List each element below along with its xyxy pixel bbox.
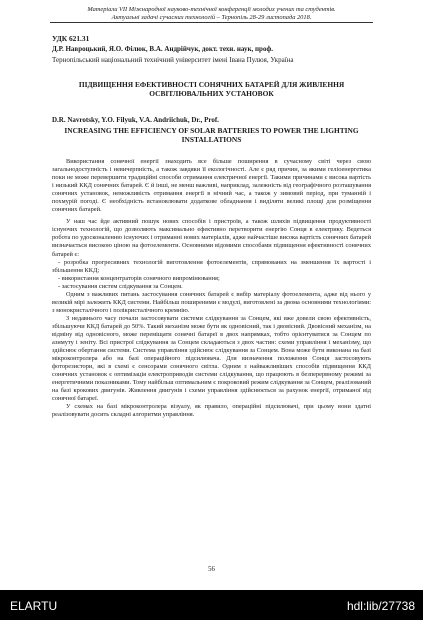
paragraph-2: У наш час йде активний пошук нових способів і пристроїв, а також шляхів підвищення продуктивності існуючих технологій, що дозволяють максимально ефективно перетворити енергію Сонця в електрику. Ведеться робота по удосконаленню існуючих і отриманні нових матеріалів, адже найчастіше висока вартість сонячних батарей визначається високою ціною на фотоелементи. Основними відомими способами підвищення ефективності сонячних батарей є: xyxy=(52,218,371,258)
paragraph-5: У схемах на базі мікроконтролера візуалу, як правило, операційні підсилювачі, при цьому вони здатні реалізовувати досить складні алгоритми управління. xyxy=(52,403,371,419)
affiliation: Тернопільський національний технічний університет імені Івана Пулюя, Україна xyxy=(52,56,294,64)
header-line-1: Матеріали VII Міжнародної науково-технічної конференції молодих учених та студентів. xyxy=(87,6,336,13)
title-english: INCREASING THE EFFICIENCY OF SOLAR BATTERIES TO POWER THE LIGHTING INSTALLATIONS xyxy=(64,126,359,144)
paragraph-3: Одним з важливих питань застосування сонячних батарей є вибір матеріалу фотоелемента, адже від нього у великій мірі залежить ККД системи. Найбільш поширеними є модулі, виготовлені за двома основними технологіями: з монокристалічного і полікристалічного кремнію. xyxy=(52,290,371,314)
paragraph-1: Використання сонячної енергії знаходить все більше поширення в сучасному світі через свою загальнодоступність і невичерпність, а також завдяки її екологічності. Але є ряд причин, за якими геліоенергетика поки не може перевершити традиційні способи отримання електричної енергії. Такими причинами є висока вартість і низький ККД сонячних батарей. Є й інші, не менш важливі, наприклад, залежність від географічного розташування сонячних установок, неможливість отримання енергії в нічний час, а також у зимовий період, при туманній і похмурій погоді. Є необхідність встановлювати додаткове обладнання і виділяти великі площі для розміщення сонячних батарей. xyxy=(52,158,371,214)
list-item-1: - розробка прогресивних технологій виготовлення фотоелементів, спрямованих на зменшення їх вартості і збільшення ККД; xyxy=(52,258,371,274)
authors-ukrainian: Д.Р. Навроцький, Я.О. Філюк, В.А. Андрійчук, докт. техн. наук, проф. xyxy=(52,45,274,53)
paragraph-4: З недавнього часу почали застосовувати системи слідкування за Сонцем, які вже довели свою ефективність, збільшуючи ККД батарей до 50%. Такий механізм може бути як одновісний, так і двовісний. Двовісний механізм, на відміну від одновісного, може переміщати сонячні батареї в двох напрямках, тобто орієнтуватися за Сонцем по азимуту і зеніту. Всі пристрої слідкування за Сонцем складаються з двох частин: схеми управління і механізму, що здійснює обертання системи. Система управління здійснює слідкування за Сонцем. Вона може бути виконана на базі мікроконтролера або на базі операційного підсилювача. Для визначення положення Сонця застосовують фоторезистори, які в схемі є сенсорами сонячного світла. Одним з найважливіших способів підвищення ККД сонячних установок є оптимізація електроприводів системи слідкування, що працюють в безперервному режимі за енергетичними показниками. Тому найбільш оптимальним є покроковий режим слідкування за Сонцем, реалізований на базі крокових двигунів. Живлення двигунів і схеми управління здійснюється за рахунок енергії, отриманої від сонячної батареї. xyxy=(52,314,371,403)
udk-code: УДК 621.31 xyxy=(52,34,90,43)
handle-id: hdl:lib/27738 xyxy=(346,599,415,613)
list-item-3: - застосування систем слідкування за Сонцем. xyxy=(58,282,183,290)
page-number: 56 xyxy=(208,566,215,573)
header-line-2: Актуальні задачі сучасних технологій – Тернопіль 28-29 листопада 2018. xyxy=(111,13,312,21)
conference-header xyxy=(50,6,373,23)
list-item-2: - використання концентраторів сонячного випромінювання; xyxy=(58,274,220,282)
repository-name: ELARTU xyxy=(10,599,58,613)
title-ukrainian: ПІДВИЩЕННЯ ЕФЕКТИВНОСТІ СОНЯЧНИХ БАТАРЕЙ ДЛЯ ЖИВЛЕННЯ ОСВІТЛЮВАЛЬНИХ УСТАНОВОК xyxy=(78,80,345,98)
repository-footer xyxy=(0,590,423,620)
article-body xyxy=(52,158,371,420)
authors-english: D.R. Navrotsky, Y.O. Filyuk, V.A. Andriichuk, Dr., Prof. xyxy=(52,116,219,124)
